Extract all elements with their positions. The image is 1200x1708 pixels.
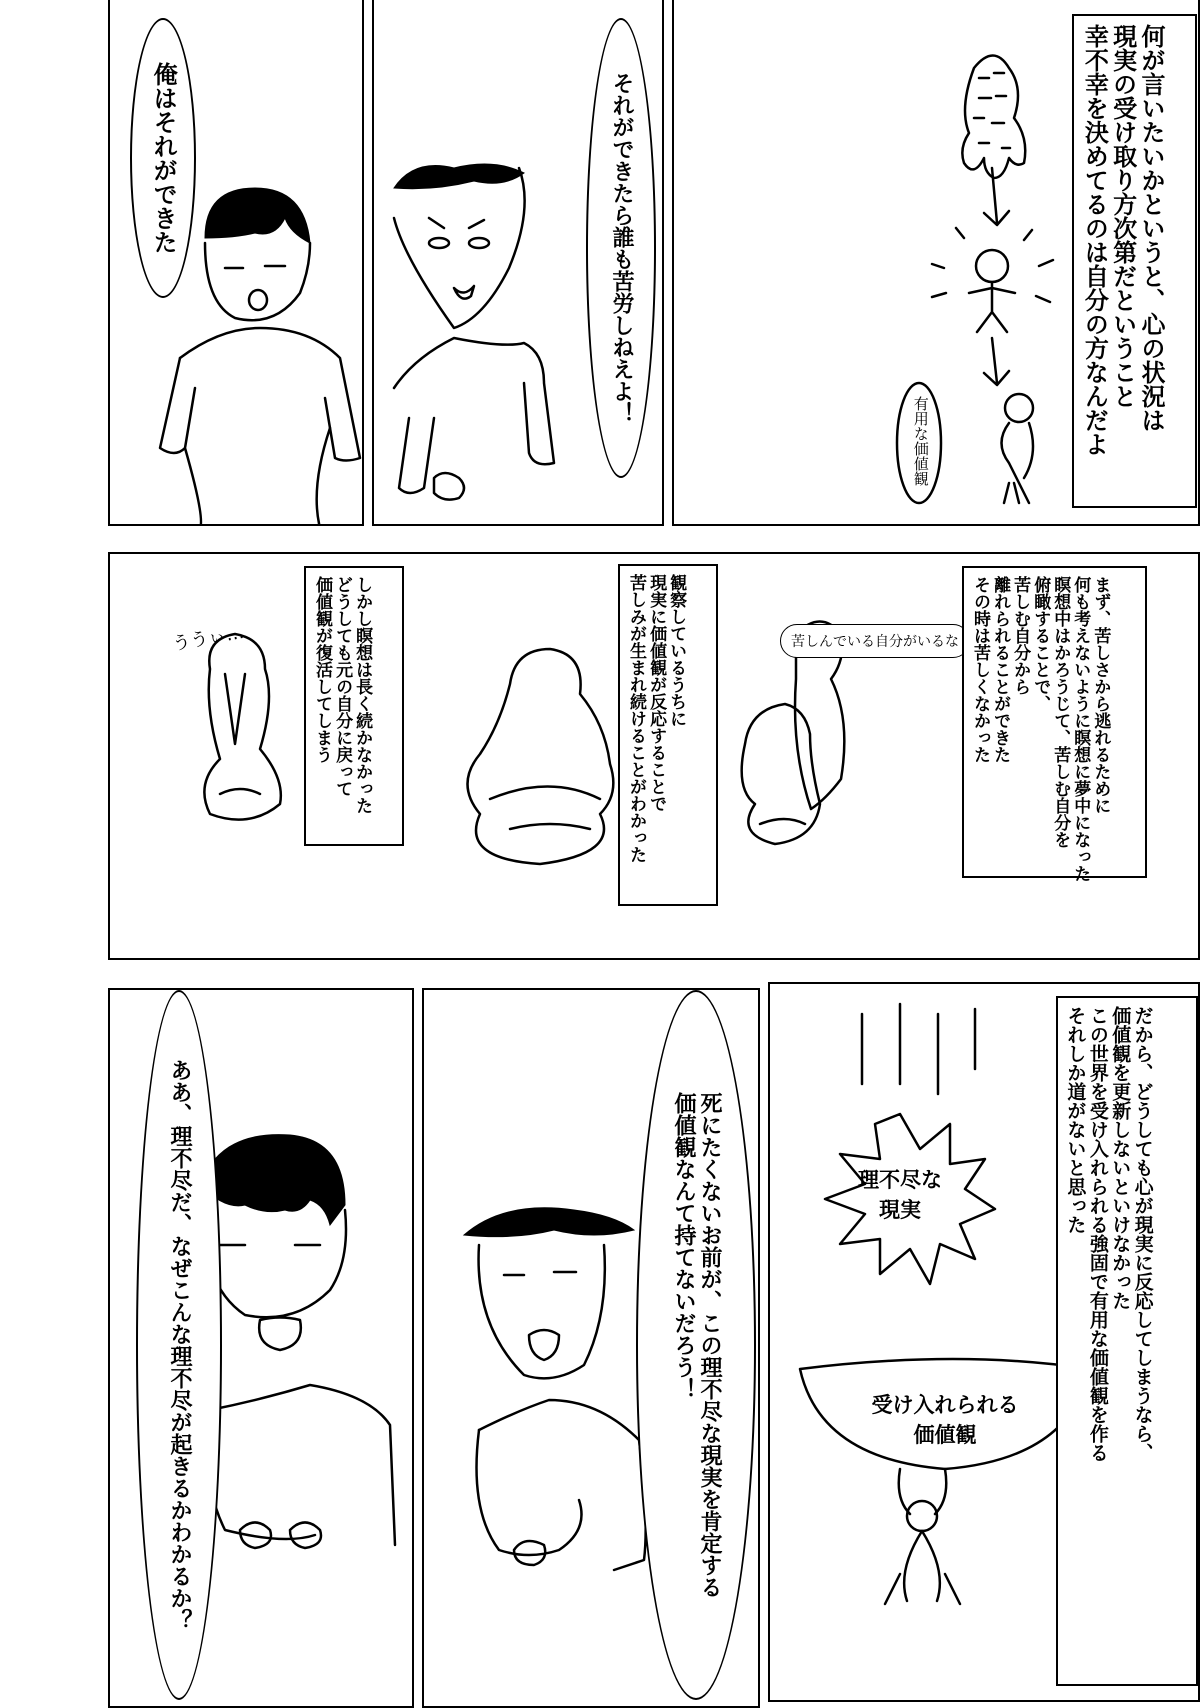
panel-3-middle (422, 988, 760, 1708)
value-label: 有用な価値観 (911, 396, 930, 486)
panel-3-left (108, 988, 414, 1708)
burst-text: 理不尽な 現実 (858, 1168, 942, 1222)
narration-box: だから、どうしても心が現実に反応してしまうなら、 価値観を更新しないといけなかった この世界を受け入れられる強固で有用な価値観を作る それしか道がないと思った (1056, 996, 1198, 1686)
panel-3-right (768, 982, 1200, 1702)
panel-1-right (672, 0, 1200, 526)
curly-speech-bubble: それができたら誰も苦労しねえよ！ (586, 18, 656, 478)
bowl-text: 受け入れられる 価値観 (871, 1393, 1019, 1447)
panel-2-meditation (108, 552, 1200, 960)
panel-1-left (108, 0, 364, 526)
narration-box-middle: 観察しているうちに 現実に価値観が反応することで 苦しみが生まれ続けることがわかった (618, 564, 718, 906)
narration-box-right: まず、苦しさから逃れるために 何も考えないように瞑想に夢中になった 瞑想中はかろうじて、苦しむ自分を 俯瞰することで、 苦しむ自分から 離れられることができた その時は苦しくなかった (962, 566, 1147, 878)
boy-speech-bubble: ああ、理不尽だ、なぜこんな理不尽が起きるかわかるか？ (136, 990, 222, 1700)
panel-1-middle (372, 0, 664, 526)
boy-speech-bubble: 俺はそれができた (130, 18, 196, 298)
narration-box-left: しかし瞑想は長く続かなかった どうしても元の自分に戻って 価値観が復活してしまう (304, 566, 404, 846)
curly-speech-bubble: 死にたくないお前が、この理不尽な現実を肯定する 価値観なんて持てないだろう！ (636, 990, 756, 1700)
narration-box: 何が言いたいかというと、心の状況は 現実の受け取り方次第だということ 幸不幸を決めてるのは自分の方なんだよ (1072, 14, 1197, 508)
groan-text: ううぃ… (170, 621, 246, 656)
observer-caption: 苦しんでいる自分がいるな (780, 624, 970, 658)
